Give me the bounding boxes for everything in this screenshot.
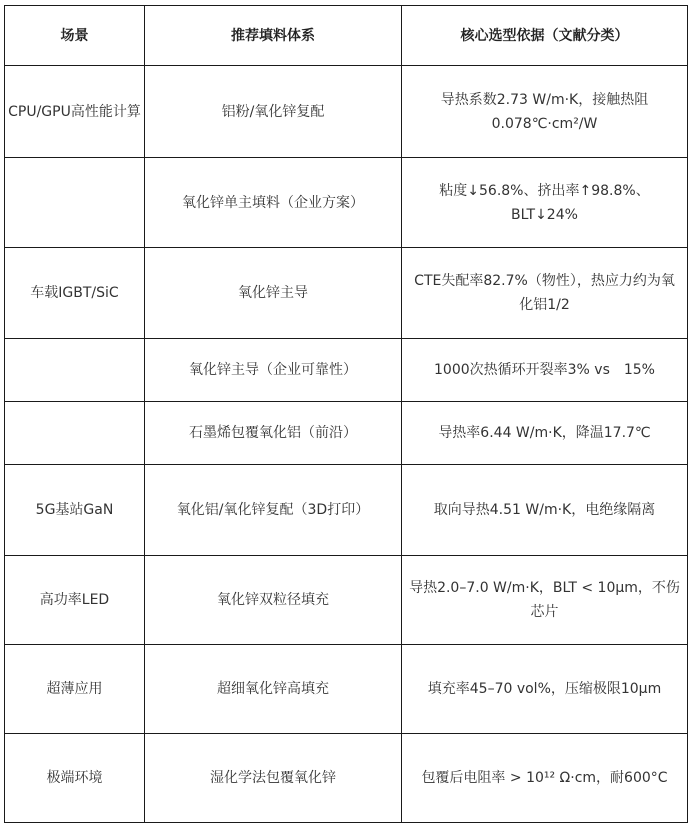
header-selection-basis: 核心选型依据（文献分类） — [402, 6, 688, 66]
selection-table-container — [4, 5, 688, 823]
table-row — [5, 556, 688, 645]
cell-filler: 湿化学法包覆氧化锌 — [145, 734, 402, 823]
cell-basis: 导热率6.44 W/m·K，降温17.7℃ — [402, 402, 688, 465]
table-row — [5, 734, 688, 823]
cell-filler: 氧化锌双粒径填充 — [145, 556, 402, 645]
filler-selection-table — [4, 5, 688, 823]
cell-scenario: 车载IGBT/SiC — [5, 248, 145, 339]
cell-scenario — [5, 339, 145, 402]
cell-basis: 粘度↓56.8%、挤出率↑98.8%、BLT↓24% — [402, 158, 688, 248]
table-row — [5, 465, 688, 556]
cell-scenario: 5G基站GaN — [5, 465, 145, 556]
cell-basis: 包覆后电阻率 > 10¹² Ω·cm，耐600°C — [402, 734, 688, 823]
cell-filler: 氧化锌主导 — [145, 248, 402, 339]
cell-basis: 填充率45–70 vol%，压缩极限10μm — [402, 645, 688, 734]
cell-filler: 石墨烯包覆氧化铝（前沿） — [145, 402, 402, 465]
cell-filler: 氧化锌主导（企业可靠性） — [145, 339, 402, 402]
cell-scenario: 极端环境 — [5, 734, 145, 823]
table-row — [5, 645, 688, 734]
cell-basis: 导热系数2.73 W/m·K，接触热阻0.078℃·cm²/W — [402, 66, 688, 158]
table-row — [5, 66, 688, 158]
table-row — [5, 402, 688, 465]
cell-scenario — [5, 158, 145, 248]
cell-filler: 超细氧化锌高填充 — [145, 645, 402, 734]
cell-filler: 铝粉/氧化锌复配 — [145, 66, 402, 158]
cell-basis: 1000次热循环开裂率3% vs 15% — [402, 339, 688, 402]
cell-basis: CTE失配率82.7%（物性），热应力约为氧化铝1/2 — [402, 248, 688, 339]
table-row — [5, 158, 688, 248]
cell-basis: 取向导热4.51 W/m·K，电绝缘隔离 — [402, 465, 688, 556]
cell-scenario: 高功率LED — [5, 556, 145, 645]
table-row — [5, 339, 688, 402]
header-filler-system: 推荐填料体系 — [145, 6, 402, 66]
table-row — [5, 248, 688, 339]
cell-filler: 氧化铝/氧化锌复配（3D打印） — [145, 465, 402, 556]
table-header-row — [5, 6, 688, 66]
cell-scenario — [5, 402, 145, 465]
cell-scenario: CPU/GPU高性能计算 — [5, 66, 145, 158]
cell-scenario: 超薄应用 — [5, 645, 145, 734]
cell-basis: 导热2.0–7.0 W/m·K，BLT < 10μm，不伤芯片 — [402, 556, 688, 645]
header-scenario: 场景 — [5, 6, 145, 66]
cell-filler: 氧化锌单主填料（企业方案） — [145, 158, 402, 248]
